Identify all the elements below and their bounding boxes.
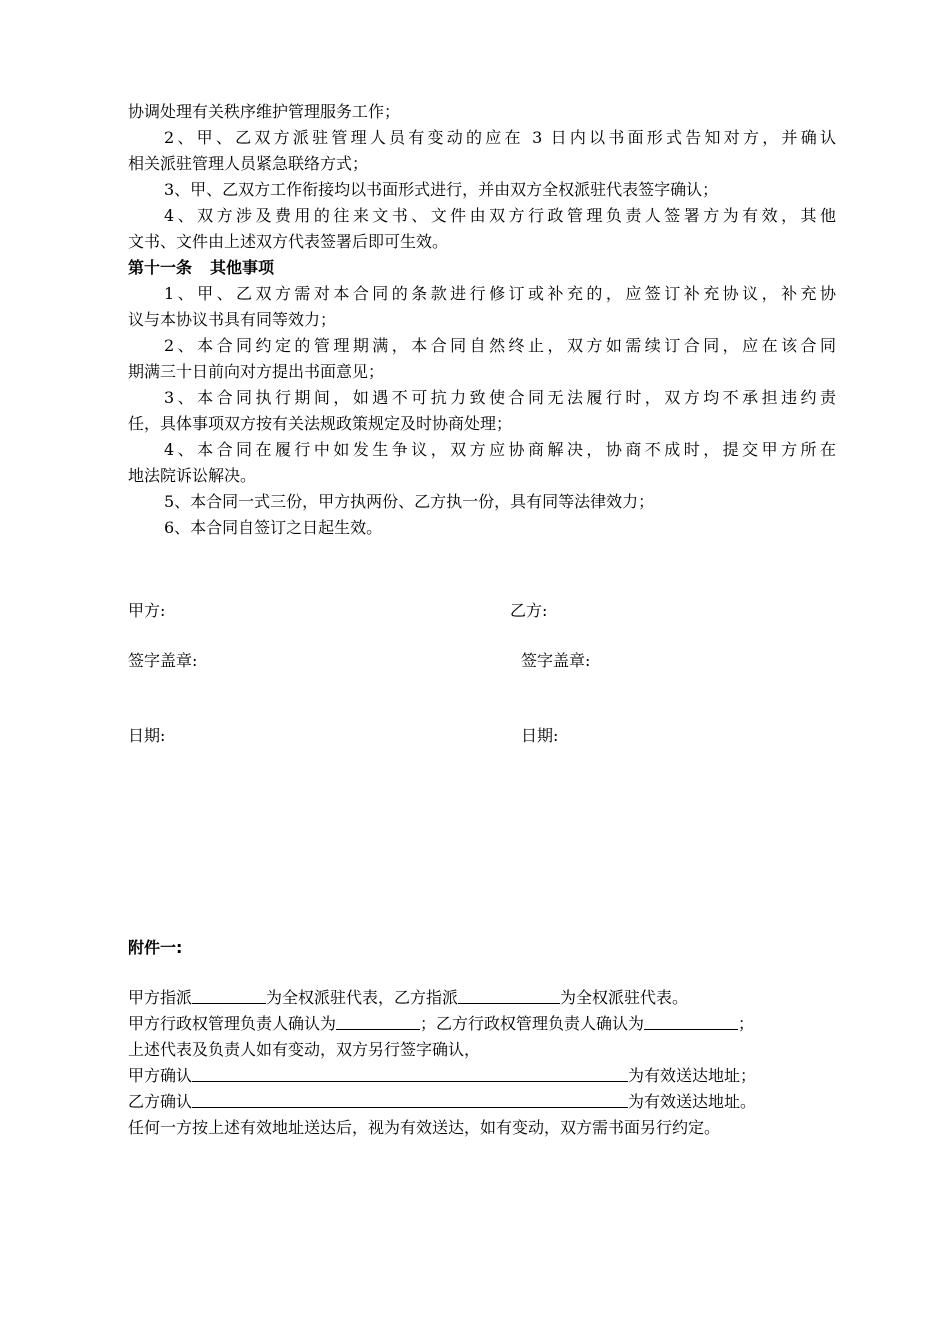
party-a-date-label: 日期:: [128, 726, 166, 745]
party-b-label: 乙方:: [510, 601, 548, 620]
fill-blank-party-a-rep[interactable]: [192, 987, 266, 1004]
annex-text: 甲方确认: [128, 1066, 193, 1085]
text-line: 文书、文件由上述双方代表签署后即可生效。: [128, 232, 449, 251]
article-number: 第十一条: [128, 258, 193, 277]
annex-line: 上述代表及负责人如有变动，双方另行签字确认，: [128, 1040, 481, 1059]
text-line: 相关派驻管理人员紧急联络方式；: [128, 154, 369, 173]
annex-text: 甲方指派: [128, 988, 193, 1007]
party-b-date-label: 日期:: [521, 726, 559, 745]
fill-blank-party-b-rep[interactable]: [458, 987, 560, 1004]
text-line: 期满三十日前向对方提出书面意见；: [128, 362, 385, 381]
text-line: 6、本合同自签订之日起生效。: [164, 518, 383, 537]
annex-line: [128, 985, 848, 1011]
text-line: 地法院诉讼解决。: [128, 466, 257, 485]
text-line: 5、本合同一式三份，甲方执两份、乙方执一份，具有同等法律效力；: [164, 492, 655, 511]
annex-line: [128, 1011, 848, 1037]
annex-body: [128, 985, 848, 1141]
party-a-label: 甲方:: [128, 601, 166, 620]
fill-blank-party-b-admin[interactable]: [644, 1013, 738, 1030]
fill-blank-party-b-address[interactable]: [192, 1091, 628, 1108]
article-title: 其他事项: [210, 258, 275, 277]
party-a-sign-label: 签字盖章:: [128, 651, 198, 670]
fill-blank-party-a-address[interactable]: [192, 1065, 628, 1082]
text-line: 3、本合同执行期间，如遇不可抗力致使合同无法履行时，双方均不承担违约责: [164, 388, 836, 407]
annex-text: 为有效送达地址。: [628, 1092, 757, 1111]
annex-text: 甲方行政权管理负责人确认为: [128, 1014, 337, 1033]
annex-text: ；乙方行政权管理负责人确认为: [420, 1014, 645, 1033]
annex-text: 乙方确认: [128, 1092, 193, 1111]
annex-text: 为全权派驻代表。: [560, 988, 689, 1007]
article-11: [128, 255, 836, 541]
text-line: 2、甲、乙双方派驻管理人员有变动的应在 3 日内以书面形式告知对方，并确认: [164, 128, 836, 147]
party-b-sign-label: 签字盖章:: [521, 651, 591, 670]
fill-blank-party-a-admin[interactable]: [336, 1013, 420, 1030]
text-line: 议与本协议书具有同等效力；: [128, 310, 337, 329]
annex-title-wrap: [128, 935, 848, 961]
text-line: 1、甲、乙双方需对本合同的条款进行修订或补充的，应签订补充协议，补充协: [164, 284, 836, 303]
clause-continuation: [128, 99, 836, 255]
text-line: 4、双方涉及费用的往来文书、文件由双方行政管理负责人签署方为有效，其他: [164, 206, 836, 225]
text-line: 3、甲、乙双方工作衔接均以书面形式进行，并由双方全权派驻代表签字确认；: [164, 180, 719, 199]
annex-text: ；: [738, 1014, 755, 1033]
annex-title: 附件一:: [128, 938, 183, 957]
text-line: 协调处理有关秩序维护管理服务工作；: [128, 102, 401, 121]
annex-line: [128, 1089, 848, 1115]
annex-text: 为有效送达地址；: [628, 1066, 757, 1085]
text-line: 2、本合同约定的管理期满，本合同自然终止，双方如需续订合同，应在该合同: [164, 336, 836, 355]
article-heading: [128, 255, 836, 281]
annex-text: 为全权派驻代表，乙方指派: [266, 988, 459, 1007]
annex-line: 任何一方按上述有效地址送达后，视为有效送达，如有变动，双方需书面另行约定。: [128, 1118, 721, 1137]
text-line: 任，具体事项双方按有关法规政策规定及时协商处理；: [128, 414, 513, 433]
text-line: 4、本合同在履行中如发生争议，双方应协商解决，协商不成时，提交甲方所在: [164, 440, 836, 459]
annex-line: [128, 1063, 848, 1089]
